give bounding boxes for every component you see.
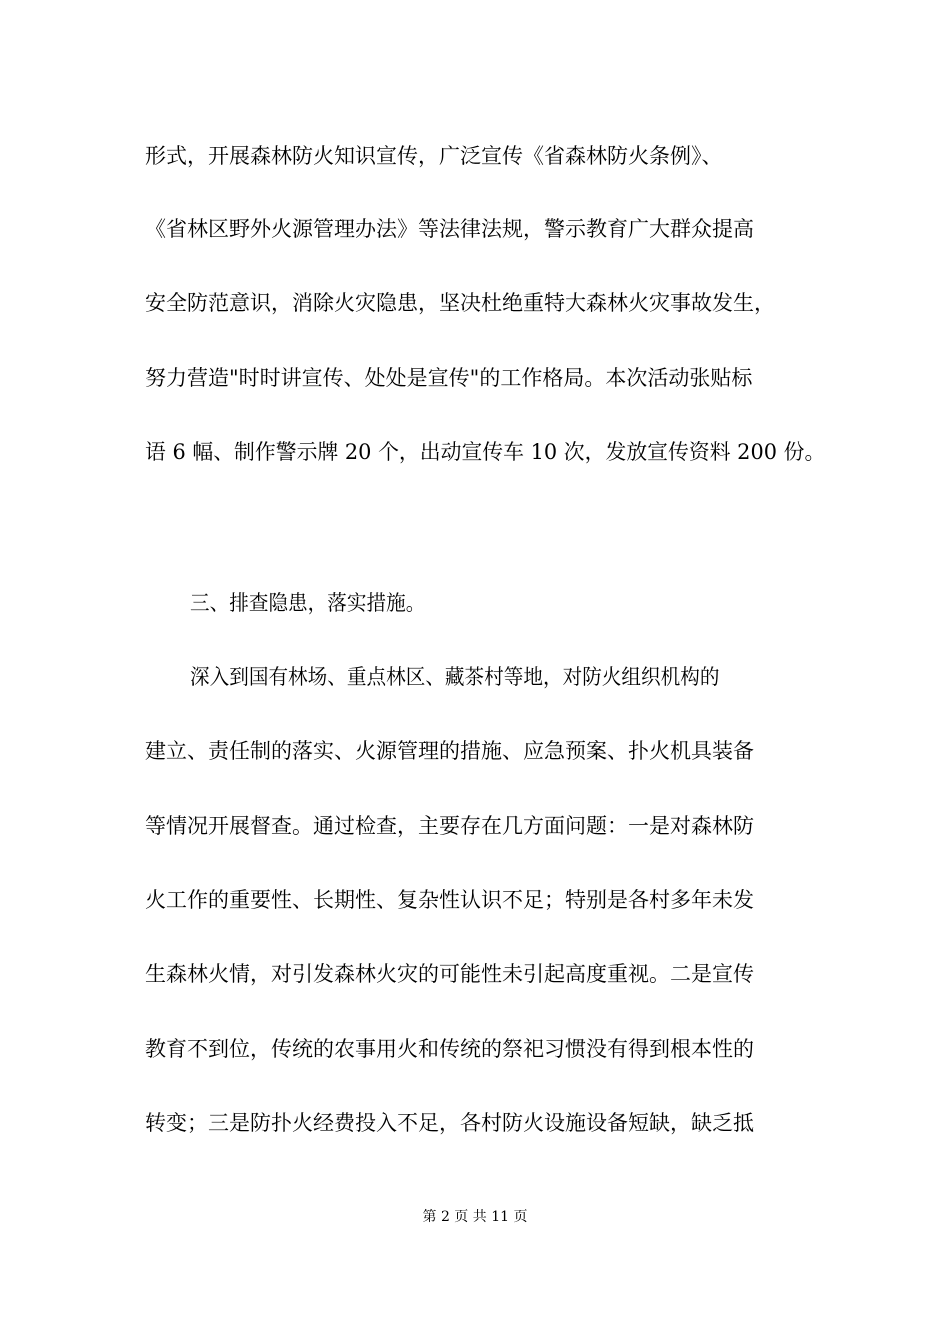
- paragraph-line: 转变；三是防扑火经费投入不足，各村防火设施设备短缺，缺乏抵: [145, 1111, 754, 1135]
- page-footer: 第 2 页 共 11 页: [422, 1209, 528, 1225]
- paragraph-line: 努力营造"时时讲宣传、处处是宣传"的工作格局。本次活动张贴标: [145, 366, 753, 390]
- paragraph-line: 等情况开展督查。通过检查，主要存在几方面问题：一是对森林防: [145, 814, 754, 838]
- paragraph-line: 生森林火情，对引发森林火灾的可能性未引起高度重视。二是宣传: [145, 962, 754, 986]
- section-heading: 三、排查隐患，落实措施。: [190, 591, 426, 615]
- paragraph-line: 语 6 幅、制作警示牌 20 个，出动宣传车 10 次，发放宣传资料 200 份。: [145, 440, 826, 464]
- paragraph-line: 《省林区野外火源管理办法》等法律法规，警示教育广大群众提高: [145, 217, 754, 241]
- paragraph-line: 建立、责任制的落实、火源管理的措施、应急预案、扑火机具装备: [145, 739, 754, 763]
- paragraph-line: 深入到国有林场、重点林区、藏茶村等地，对防火组织机构的: [190, 665, 720, 689]
- paragraph-line: 教育不到位，传统的农事用火和传统的祭祀习惯没有得到根本性的: [145, 1037, 754, 1061]
- paragraph-line: 火工作的重要性、长期性、复杂性认识不足；特别是各村多年未发: [145, 888, 754, 912]
- paragraph-line: 安全防范意识，消除火灾隐患，坚决杜绝重特大森林火灾事故发生，: [145, 291, 775, 315]
- paragraph-line: 形式，开展森林防火知识宣传，广泛宣传《省森林防火条例》、: [145, 144, 723, 168]
